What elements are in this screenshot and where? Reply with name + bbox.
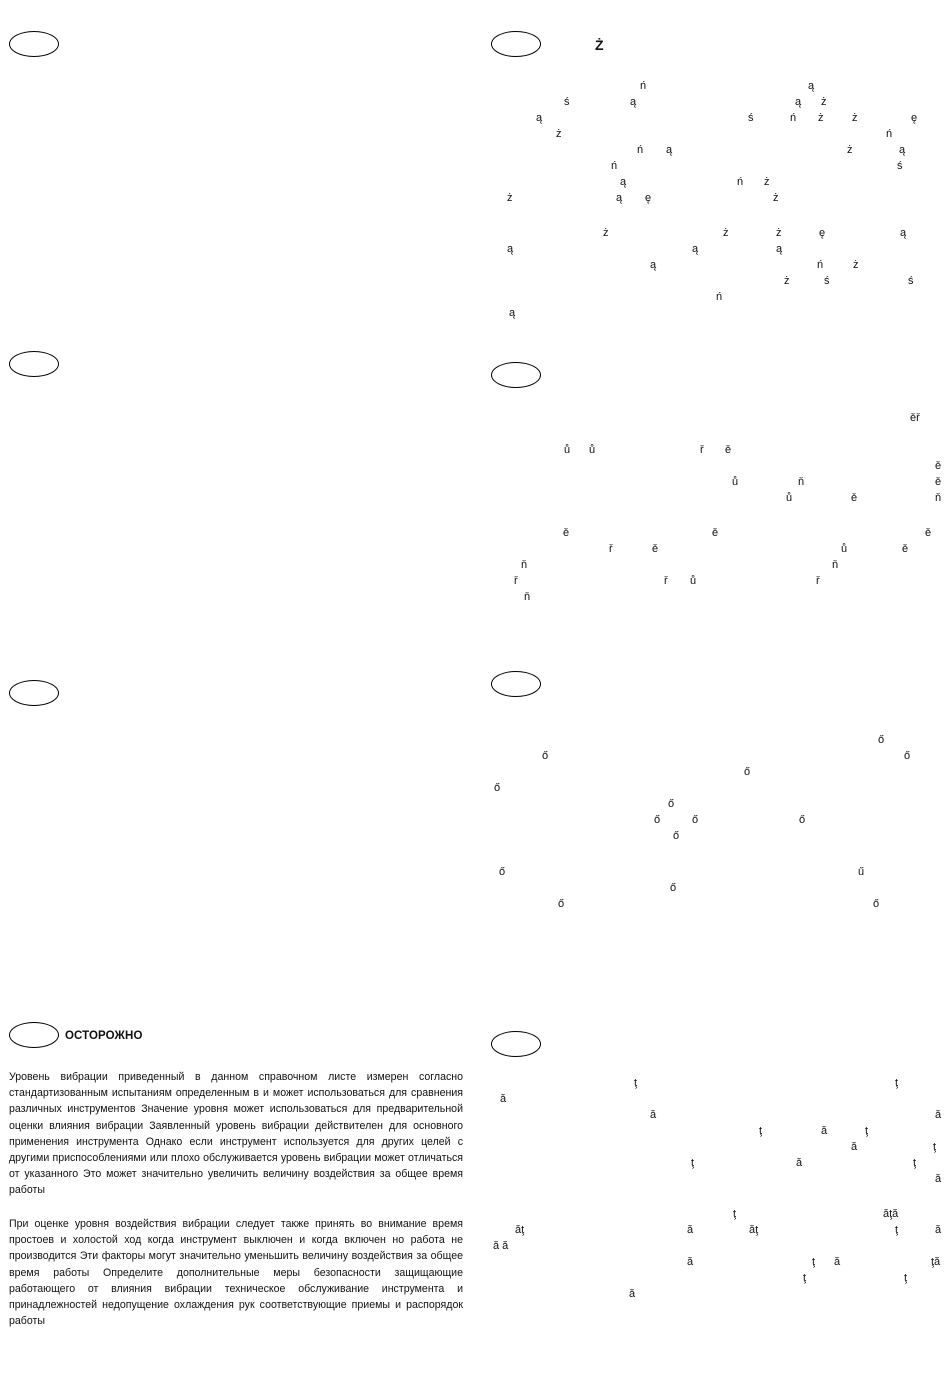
polish-glyph: ż xyxy=(776,227,782,239)
language-badge-left-2 xyxy=(9,351,59,377)
romanian-glyph: ă xyxy=(650,1109,657,1121)
polish-glyph: ż xyxy=(852,112,858,124)
polish-glyph: ą xyxy=(900,227,907,239)
czech-glyph: ů xyxy=(564,444,571,456)
czech-glyph: ř xyxy=(700,444,704,456)
polish-glyph: ą xyxy=(899,144,906,156)
polish-glyph: ż xyxy=(556,128,562,140)
romanian-glyph: ţ xyxy=(895,1224,899,1236)
romanian-glyph: ă xyxy=(935,1224,942,1236)
polish-glyph: ę xyxy=(819,227,826,239)
romanian-glyph: ă xyxy=(796,1157,803,1169)
warning-title: ОСТОРОЖНО xyxy=(65,1030,143,1042)
czech-glyph: ř xyxy=(609,543,613,555)
hungarian-glyph: ő xyxy=(654,814,661,826)
polish-glyph: ń xyxy=(886,128,893,140)
hungarian-glyph: ő xyxy=(668,798,675,810)
czech-glyph: ě xyxy=(935,460,942,472)
romanian-glyph: ă xyxy=(687,1256,694,1268)
language-badge-left-3 xyxy=(9,680,59,706)
czech-glyph: ň xyxy=(521,559,528,571)
czech-glyph: ů xyxy=(786,492,793,504)
polish-glyph: ą xyxy=(795,96,802,108)
polish-glyph: ż xyxy=(507,192,513,204)
czech-glyph: ě xyxy=(725,444,732,456)
czech-glyph: ě xyxy=(925,527,932,539)
polish-glyph: ń xyxy=(737,176,744,188)
hungarian-glyph: ő xyxy=(904,750,911,762)
hungarian-glyph: ő xyxy=(873,898,880,910)
hungarian-glyph: ő xyxy=(878,734,885,746)
polish-glyph: ń xyxy=(817,259,824,271)
romanian-glyph: ţ xyxy=(904,1272,908,1284)
polish-glyph: ń xyxy=(611,160,618,172)
romanian-glyph: ţ xyxy=(913,1157,917,1169)
romanian-glyph: ăţ xyxy=(515,1224,525,1236)
polish-glyph: ś xyxy=(564,96,570,108)
czech-glyph: ř xyxy=(664,575,668,587)
czech-glyph: ř xyxy=(816,575,820,587)
romanian-glyph: ă xyxy=(687,1224,694,1236)
romanian-glyph: ă xyxy=(821,1125,828,1137)
czech-glyph: ů xyxy=(841,543,848,555)
hungarian-glyph: ő xyxy=(499,866,506,878)
polish-glyph: ś xyxy=(748,112,754,124)
polish-glyph: ą xyxy=(808,80,815,92)
polish-glyph: ż xyxy=(847,144,853,156)
czech-glyph: ě xyxy=(902,543,909,555)
language-badge-romanian xyxy=(491,1031,541,1057)
romanian-glyph: ţ xyxy=(691,1157,695,1169)
czech-glyph: ň xyxy=(798,476,805,488)
polish-glyph: ę xyxy=(911,112,918,124)
language-badge-czech xyxy=(491,362,541,388)
czech-glyph: ň xyxy=(935,492,942,504)
romanian-glyph: ă xyxy=(500,1093,507,1105)
hungarian-glyph: ő xyxy=(799,814,806,826)
polish-glyph: ż xyxy=(821,96,827,108)
language-badge-hungarian xyxy=(491,671,541,697)
romanian-glyph: ţ xyxy=(759,1125,763,1137)
czech-glyph: ů xyxy=(690,575,697,587)
polish-glyph: ż xyxy=(784,275,790,287)
romanian-glyph: ăţă xyxy=(883,1208,899,1220)
polish-glyph: ą xyxy=(650,259,657,271)
polish-glyph: ż xyxy=(773,192,779,204)
romanian-glyph: ţ xyxy=(733,1208,737,1220)
romanian-glyph: ţ xyxy=(865,1125,869,1137)
polish-glyph: ż xyxy=(818,112,824,124)
polish-glyph: ń xyxy=(637,144,644,156)
language-badge-russian xyxy=(9,1022,59,1048)
polish-glyph: ż xyxy=(723,227,729,239)
language-badge-polish xyxy=(491,31,541,57)
czech-glyph: ů xyxy=(732,476,739,488)
czech-glyph: ě xyxy=(851,492,858,504)
czech-glyph: ř xyxy=(514,575,518,587)
polish-glyph: ą xyxy=(507,243,514,255)
polish-glyph: ą xyxy=(692,243,699,255)
czech-glyph: ň xyxy=(524,591,531,603)
polish-glyph: ą xyxy=(630,96,637,108)
romanian-glyph: ă xyxy=(935,1173,942,1185)
romanian-glyph: ţă xyxy=(931,1256,941,1268)
polish-glyph: ą xyxy=(666,144,673,156)
romanian-glyph: ţ xyxy=(933,1141,937,1153)
polish-glyph: ą xyxy=(509,307,516,319)
hungarian-glyph: ő xyxy=(744,766,751,778)
romanian-glyph: ţ xyxy=(895,1077,899,1089)
polish-glyph: ś xyxy=(908,275,914,287)
warning-paragraph-2: При оценке уровня воздействия вибрации следует также принять во внимание время простоев и холостой ход когда инструмент выключен и когда включен но работа не производится Эти факторы могут значительно уменьшить величину воздействия за общее время работы Определите дополнительные меры безопасности защищающие работающего от влияния вибрации техническое обслуживание инструмента и принадлежностей недопущение охлаждения рук соответствующие приемы и распорядок работы xyxy=(9,1218,463,1328)
romanian-glyph: ăţ xyxy=(749,1224,759,1236)
hungarian-glyph: ő xyxy=(673,830,680,842)
hungarian-glyph: ő xyxy=(494,782,501,794)
hungarian-glyph: ő xyxy=(558,898,565,910)
polish-glyph: ę xyxy=(645,192,652,204)
polish-glyph: ń xyxy=(716,291,723,303)
romanian-glyph: ţ xyxy=(803,1272,807,1284)
hungarian-glyph: ű xyxy=(858,866,865,878)
czech-glyph: ě xyxy=(652,543,659,555)
polish-glyph: ą xyxy=(536,112,543,124)
language-badge-left-1 xyxy=(9,31,59,57)
hungarian-glyph: ő xyxy=(670,882,677,894)
romanian-glyph: ţ xyxy=(812,1256,816,1268)
czech-glyph: ů xyxy=(589,444,596,456)
warning-paragraph-1: Уровень вибрации приведенный в данном справочном листе измерен согласно стандартизованным испытаниям определенным в и может использоваться для сравнения различных инструментов Значение уровня может использоваться для предварительной оценки влияния вибрации Заявленный уровень вибрации действителен для основного применения инструмента Однако если инструмент используется для других целей с другими приспособлениями или плохо обслуживается уровень вибрации может отличаться от указанного Это может значительно увеличить величину воздействия за общее время работы xyxy=(9,1071,463,1197)
polish-glyph: ż xyxy=(764,176,770,188)
polish-glyph: Ż xyxy=(595,37,604,53)
romanian-glyph: ă xyxy=(851,1141,858,1153)
czech-glyph: ě xyxy=(935,476,942,488)
romanian-glyph: ă xyxy=(834,1256,841,1268)
romanian-glyph: ă xyxy=(629,1288,636,1300)
polish-glyph: ż xyxy=(853,259,859,271)
polish-glyph: ń xyxy=(640,80,647,92)
polish-glyph: ż xyxy=(603,227,609,239)
romanian-glyph: ă ă xyxy=(493,1240,509,1252)
hungarian-glyph: ő xyxy=(542,750,549,762)
czech-glyph: ě xyxy=(712,527,719,539)
czech-glyph: ě xyxy=(563,527,570,539)
hungarian-glyph: ő xyxy=(692,814,699,826)
polish-glyph: ą xyxy=(620,176,627,188)
polish-glyph: ń xyxy=(790,112,797,124)
polish-glyph: ą xyxy=(616,192,623,204)
polish-glyph: ą xyxy=(776,243,783,255)
polish-glyph: ś xyxy=(824,275,830,287)
czech-glyph: ň xyxy=(832,559,839,571)
czech-glyph: ěř xyxy=(910,412,920,424)
romanian-glyph: ă xyxy=(935,1109,942,1121)
polish-glyph: ś xyxy=(897,160,903,172)
romanian-glyph: ţ xyxy=(634,1077,638,1089)
